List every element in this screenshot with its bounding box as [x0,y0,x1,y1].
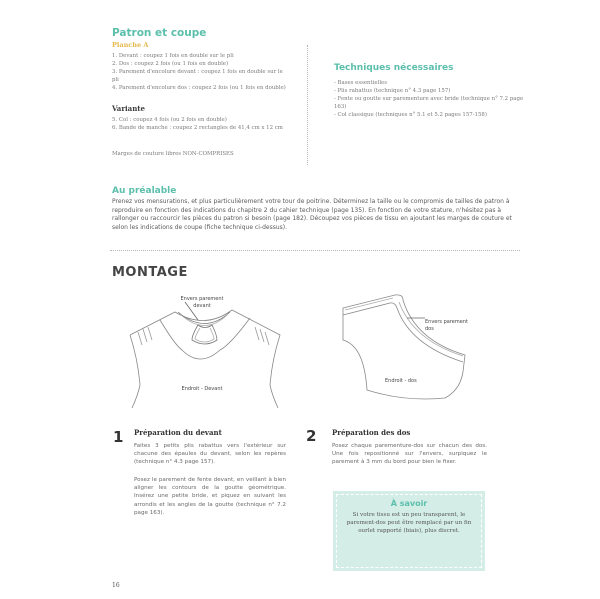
variante-item: 5. Col : coupez 4 fois (ou 2 fois en double) [112,117,227,123]
patron-item: 2. Dos : coupez 2 fois (ou 1 fois en double) [112,61,229,67]
front-bodice-figure [120,290,295,410]
patron-item: 4. Parement d'encolure dos : coupez 2 fois (ou 1 fois en double) [112,85,286,91]
front-label-bottom: Endroit - Devant [181,386,223,392]
back-label-top-1: Envers parement [425,319,468,325]
step-1-paragraph: Posez le parement de fente devant, en veillant à bien aligner les contours de la goutte géométrique. Insérez une petite bride, et piquez en suivant les arrondis et les angles de la goutte (technique n° 7.2 page 163). [134,477,286,516]
patron-item: 3. Parement d'encolure devant : coupez 1 fois en double sur le pli [112,69,283,83]
front-label-top-1: Envers parement [180,296,224,302]
prealable-title: Au préalable [112,186,177,196]
patron-title: Patron et coupe [112,27,207,39]
a-savoir-box [333,491,485,571]
montage-title: MONTAGE [112,265,188,280]
marges-note: Marges de couture libres NON-COMPRISES [112,151,234,157]
variante-item: 6. Bande de manche : coupez 2 rectangles de 41,4 cm x 12 cm [112,125,283,131]
technique-item: - Col classique (techniques n° 5.1 et 5.2 pages 157-158) [334,112,487,118]
variante-list [112,116,292,132]
technique-item: - Bases essentielles [334,80,388,86]
back-bodice-figure [335,290,475,410]
front-facing-outline [160,318,250,359]
technique-item: - Fente ou goutte sur parementure avec bride (technique n° 7.2 page 163) [334,96,524,110]
step-2-number: 2 [306,427,317,445]
techniques-title: Techniques nécessaires [334,63,454,73]
prealable-text: Prenez vos mensurations, et plus particulièrement votre tour de poitrine. Déterminez la taille ou le compromis de tailles de patron à reproduire en fonction des indications du chapitre 2 du cahier technique (page 135). En fonction de votre stature, n'hésitez pas à rallonger ou raccourcir les pièces du patron si besoin (page 182). Découpez vos pièces de tissu en ajoutant les marges de couture et selon les indications de coupe (fiche technique ci-dessus). [112,198,512,231]
step-1-number: 1 [113,428,124,446]
variante-title: Variante [112,104,145,113]
a-savoir-text: Si votre tissu est un peu transparent, le parement-dos peut être remplacé par un fin ourlet rapporté (biais), plus discret. [346,512,472,534]
techniques-list [334,79,524,119]
front-bodice-outline [130,310,280,408]
horizontal-divider [110,250,520,251]
back-label-top-2: dos [425,326,434,332]
page-number: 16 [112,582,120,589]
patron-list [112,52,287,92]
back-label-bottom: Endroit - dos [385,378,417,384]
a-savoir-title: À savoir [390,499,428,508]
planche-label: Planche A [112,41,149,49]
technique-item: - Plis rabattus (technique n° 4.3 page 157) [334,88,451,94]
step-2-title: Préparation des dos [332,428,411,437]
step-2-paragraph: Posez chaque parementure-dos sur chacun des dos. Une fois repositionné sur l'envers, surpiquez le parement à 3 mm du bord pour bien le fixer. [332,443,487,466]
vertical-divider [307,45,308,165]
front-label-top-2: devant [193,303,211,309]
step-1-paragraph: Faites 3 petits plis rabattus vers l'extérieur sur chacune des épaules du devant, selon les repères (technique n° 4.3 page 157). [134,443,286,466]
patron-item: 1. Devant : coupez 1 fois en double sur le pli [112,53,234,59]
step-1-title: Préparation du devant [134,428,222,437]
